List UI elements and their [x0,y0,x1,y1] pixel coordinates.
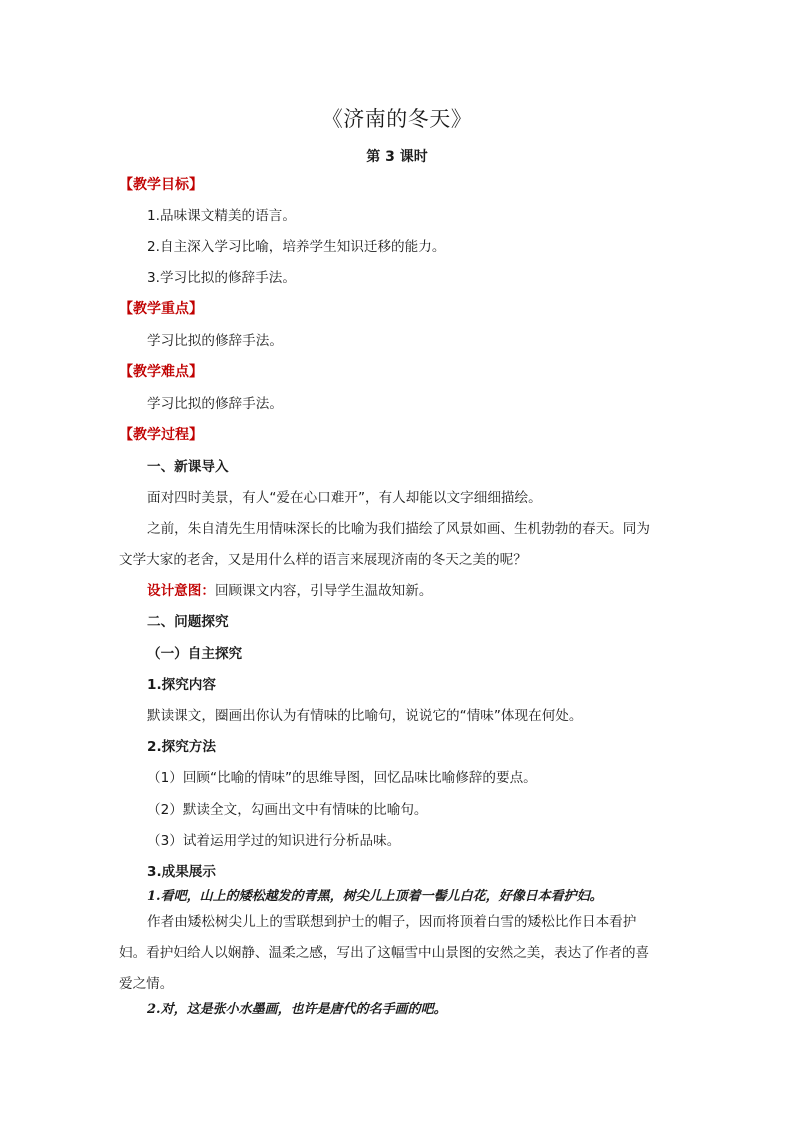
section-title: 二、问题探究 [147,614,229,630]
paragraph: 之前，朱自清先生用情味深长的比喻为我们描绘了风景如画、生机勃勃的春天。同为 [147,521,650,537]
lesson-number: 第 3 课时 [366,149,428,165]
analysis-text: 作者由矮松树尖儿上的雪联想到护士的帽子，因而将顶着白雪的矮松比作日本看护 [147,914,637,930]
difficulties-text: 学习比拟的修辞手法。 [147,396,283,412]
design-intent-text: 回顾课文内容，引导学生温故知新。 [214,583,433,599]
section-title: 一、新课导入 [147,459,229,475]
key-points-heading: 【教学重点】 [119,301,203,317]
analysis-text: 爱之情。 [119,976,174,992]
document-title: 《济南的冬天》 [321,107,473,131]
paragraph: 文学大家的老舍，又是用什么样的语言来展现济南的冬天之美的呢？ [119,552,527,568]
content-label: 1.探究内容 [147,677,216,693]
paragraph: 面对四时美景，有人“爱在心口难开”，有人却能以文字细细描绘。 [147,490,542,506]
design-intent [147,581,432,601]
quoted-sentence: 1.看吧，山上的矮松越发的青黑，树尖儿上顶着一髻儿白花，好像日本看护妇。 [147,889,603,904]
quoted-sentence: 2.对，这是张小水墨画，也许是唐代的名手画的吧。 [147,1002,447,1017]
key-points-text: 学习比拟的修辞手法。 [147,333,283,349]
objective-item: 1.品味课文精美的语言。 [147,208,296,224]
method-item: （3）试着运用学过的知识进行分析品味。 [147,833,401,849]
subsection-title: （一）自主探究 [147,646,243,662]
objective-item: 3.学习比拟的修辞手法。 [147,270,296,286]
difficulties-heading: 【教学难点】 [119,364,203,380]
method-item: （2）默读全文，勾画出文中有情味的比喻句。 [147,802,428,818]
result-label: 3.成果展示 [147,864,216,880]
objective-item: 2.自主深入学习比喻，培养学生知识迁移的能力。 [147,239,446,255]
content-text: 默读课文，圈画出你认为有情味的比喻句，说说它的“情味”体现在何处。 [147,708,583,724]
process-heading: 【教学过程】 [119,427,203,443]
design-intent-label: 设计意图： [147,583,215,599]
method-label: 2.探究方法 [147,739,216,755]
objectives-heading: 【教学目标】 [119,177,203,193]
method-item: （1）回顾“比喻的情味”的思维导图，回忆品味比喻修辞的要点。 [147,770,537,786]
analysis-text: 妇。看护妇给人以娴静、温柔之感，写出了这幅雪中山景图的安然之美，表达了作者的喜 [119,945,650,961]
